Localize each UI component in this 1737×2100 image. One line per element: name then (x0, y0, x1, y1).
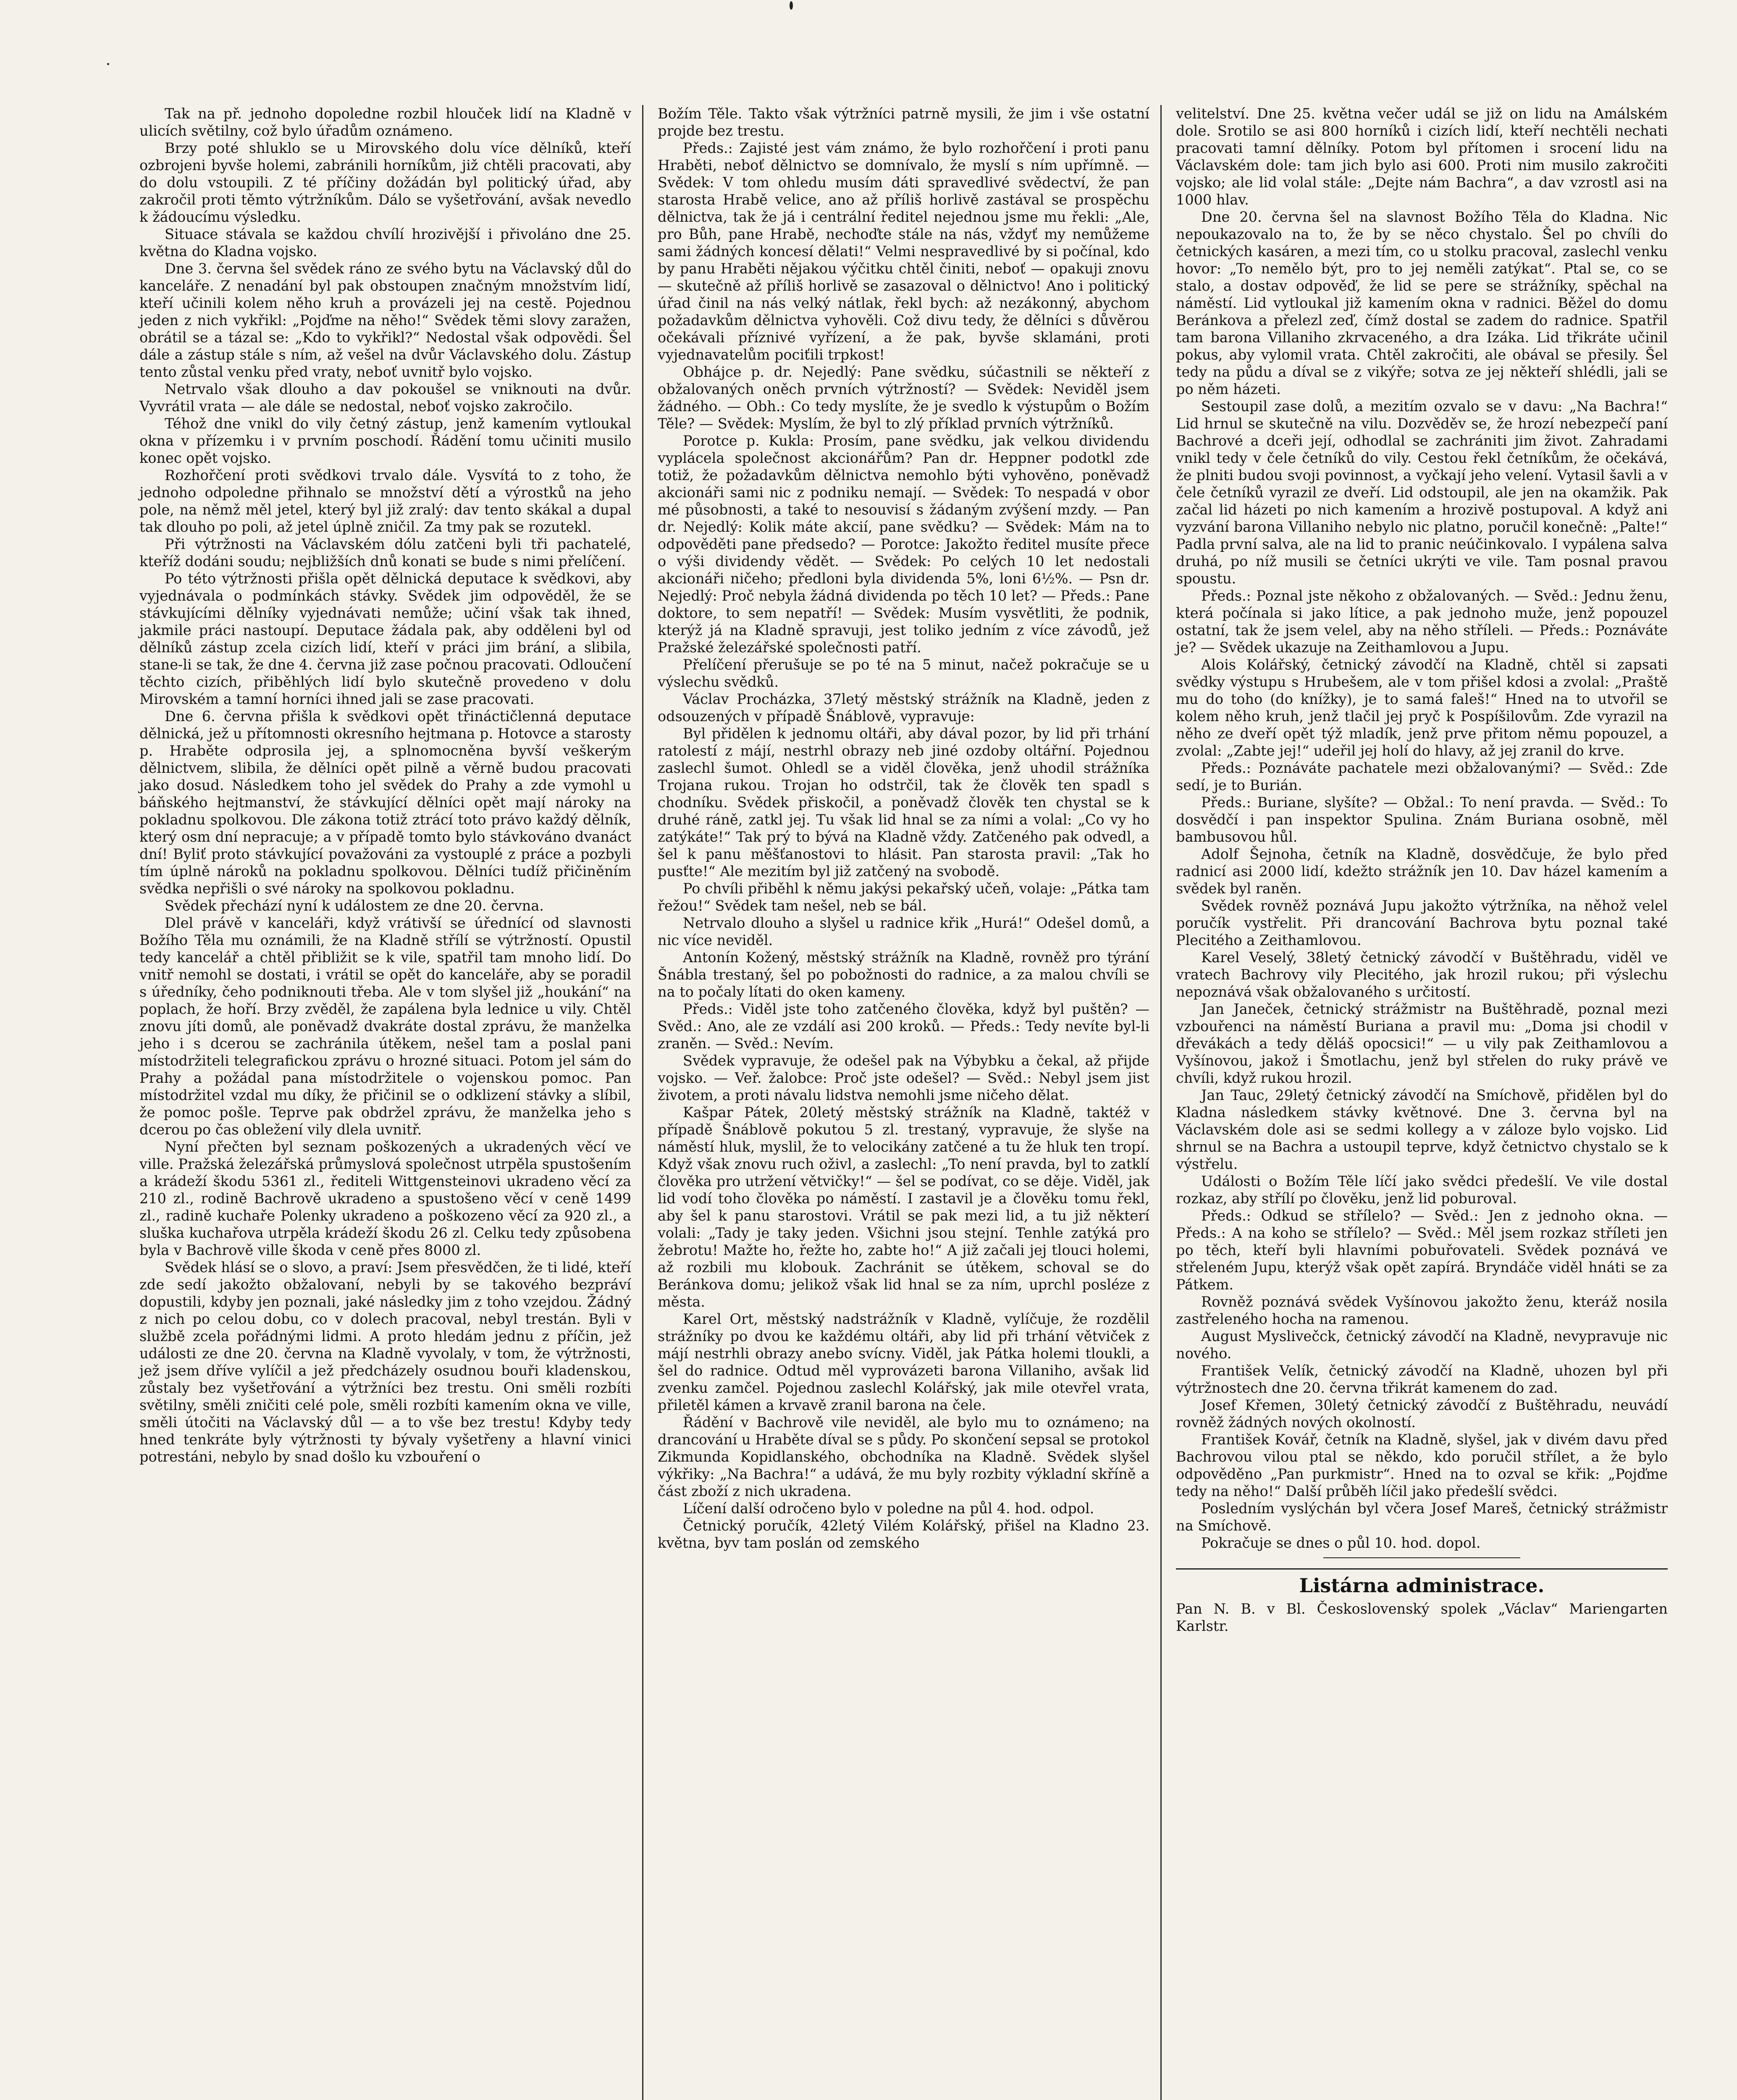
article-paragraph: Svědek přechází nyní k událostem ze dne 20. června. (165, 898, 544, 914)
article-paragraph: Situace stávala se každou chvílí hrozivější i přivoláno dne 25. května do Kladna vojsko. (139, 226, 631, 260)
article-paragraph: Kašpar Pátek, 20letý městský strážník na Kladně, taktéž v případě Šnáblově pokutou 5 zl. trestaný, vypravuje, že slyše na náměstí hluk, myslil, že to velocikány zatčené a tu že hluk ten tropí. Když však znovu ruch oživl, a zaslechl: „To není pravda, byl to zatklí člověka pro utržení větvičky!“ — šel se podívat, co se děje. Viděl, jak lid vodí toho člověka po náměstí. I zastavil je a člověku tomu řekl, aby šel k panu starostovi. Vrátil se pak mezi lid, a tu již některí volali: „Tady je taky jeden. Všichni jsou stejní. Tenhle zatýká pro žebrotu! Mažte ho, řežte ho, zabte ho!“ A již začali jej tlouci holemi, až rozbili mu klobouk. Zachránit se útěkem, schoval se do Beránkova domu; jelikož však lid hnal se za ním, uprchl posléze z města. (658, 1104, 1149, 1310)
article-paragraph: Dne 20. června šel na slavnost Božího Těla do Kladna. Nic nepoukazovalo na to, že by se něco chystalo. Šel po chvíli do četnických kasáren, a mezi tím, co u stolku pracoval, zaslechl venku hovor: „To nemělo být, pro to jej neměli zatýkat“. Ptal se, co se stalo, a dostav odpověď, že lid se pere se strážníky, spěchal na náměstí. Lid vytloukal již kamením okna v radnici. Běžel do domu Beránkova a přelezl zeď, čímž dostal se zadem do radnice. Spatřil tam barona Villaniho zkrvaceného, a dra Izáka. Lid třikráte učinil pokus, aby vylomil vrata. Chtěl zakročiti, ale obával se přesily. Šel tedy na půdu a díval se z vikýře; sotva ze jej někteří shlédli, jali se po něm házeti. (1176, 209, 1668, 397)
article-paragraph: Jan Tauc, 29letý četnický závodčí na Smíchově, přidělen byl do Kladna následkem stávky květnové. Dne 3. června byl na Václavském dole asi se sedmi kollegy a v záloze bylo vojsko. Lid shrnul se na Bachra a ustoupil teprve, když četnictvo chystalo se k výstřelu. (1176, 1087, 1668, 1172)
article-paragraph: Po této výtržnosti přišla opět dělnická deputace k svědkovi, aby vyjednávala o podmínkách stávky. Svědek jim odpověděl, že se stávkujícími dělníky vyjednávati nemůže; učiní však tak ihned, jakmile práci nastoupí. Deputace žádala pak, aby odděleni byl od dělníků zástup zcela cizích lidí, kteří v práci jim brání, a slibila, stane-li se tak, že dne 4. června již zase počnou pracovati. Odloučení těchto cizích, přiběhlých lidí bylo skutečně provedeno v dolu Mirovském a tamní horníci ihned jali se zase pracovati. (139, 570, 631, 707)
article-paragraph: Josef Křemen, 30letý četnický závodčí z Buštěhradu, neuvádí rovněž žádných nových okolností. (1176, 1397, 1668, 1431)
newspaper-page (130, 105, 1680, 2100)
article-paragraph: Líčení další odročeno bylo v poledne na půl 4. hod. odpol. (683, 1500, 1094, 1517)
article-paragraph: Dne 6. června přišla k svědkovi opět třináctičlenná deputace dělnická, jež u přítomnosti okresního hejtmana p. Hotovce a starosty p. Hraběte odprosila jej, a splnomocněna byvší veškerým dělnictvem, slibila, že dělníci opět pilně a věrně budou pracovati jako dosud. Následkem toho jel svědek do Prahy a zde vymohl u báňského hejtmanství, že stávkující dělníci opět mají nároky na pokladnu spolkovou. Dle zákona totiž ztrácí toto právo každý dělník, který osm dní nepracuje; a v případě tomto bylo stávkováno dvanáct dní! Byliť proto stávkující považováni za vystouplé z práce a pozbyli tím úplně nároků na pokladnu spolkovou. Dělníci tudíž přičiněním svědka nepřišli o své nároky na spolkovou pokladnu. (139, 708, 631, 897)
article-paragraph: Sestoupil zase dolů, a mezitím ozvalo se v davu: „Na Bachra!“ Lid hrnul se skutečně na vilu. Dozvěděv se, že hrozí nebezpečí paní Bachrové a dceři její, odhodlal se zachrániti jim život. Zahradami vnikl tedy v čele četníků do vily. Cestou řekl četníkům, že očekává, že plniti budou svoji povinnost, a vyčkají jeho velení. Vytasil šavli a v čele četníků vyrazil ze dveří. Lid odstoupil, ale jen na okamžik. Pak začal lid házeti po nich kamením a hrozivě postupoval. A když ani vyzvání barona Villaniho nebylo nic platno, poručil konečně: „Palte!“ Padla první salva, ale na lid to pranic neúčinkovalo. I vypálena salva druhá, po níž musili se četníci ukrýti ve vile. Tam posnal pravou spoustu. (1176, 398, 1668, 587)
article-paragraph: Tak na př. jednoho dopoledne rozbil hlouček lidí na Kladně v ulicích světilny, což bylo úřadům oznámeno. (139, 105, 631, 139)
article-paragraph: Předs.: Zajisté jest vám známo, že bylo rozhořčení i proti panu Hraběti, neboť dělnictvo se domnívalo, že myslí s ním upřímně. — Svědek: V tom ohledu musím dáti spravedlivé svědectví, že pan starosta Hrabě velice, ano až příliš horlivě zastával se prospěchu dělnictva, tak že já i centrální ředitel nejednou jsme mu řekli: „Ale, pro Bůh, pane Hrabě, nechoďte stále na nás, vždyť my nemůžeme sami žádných koncesí dělati!“ Velmi nespravedlivé by si počínal, kdo by panu Hraběti nějakou výčitku chtěl činiti, neboť — opakuji znovu — skutečně až příliš horlivě se zasazoval o dělnictvo! Ano i politický úřad činil na nás velký nátlak, řekl bych: až nezákonný, abychom požadavkům dělnictva vyhověli. Což divu tedy, že dělníci s důvěrou očekávali příznivé vyřízení, a že pak, byvše sklamáni, proti vyjednavatelům pociťili trpkost! (658, 140, 1149, 363)
article-paragraph: Obhájce p. dr. Nejedlý: Pane svědku, súčastnili se někteří z obžalovaných oněch prvních výtržností? — Svědek: Neviděl jsem žádného. — Obh.: Co tedy myslíte, že je svedlo k výstupům o Božím Těle? — Svědek: Myslím, že byl to zlý příklad prvních výtržníků. (658, 364, 1149, 432)
article-paragraph: Alois Kolářský, četnický závodčí na Kladně, chtěl si zapsati svědky výstupu s Hrubešem, ale v tom přišel kdosi a zvolal: „Praště mu do toho (do knížky), je to samá faleš!“ Hned na to utvořil se kolem něho kruh, jenž tlačil jej pryč k Pospíšilovům. Zde vyrazil na něho ze dveří opět týž mladík, jenž prve přitom němu popouzel, a zvolal: „Zabte jej!“ udeřil jej holí do hlavy, až jej zranil do krve. (1176, 656, 1668, 759)
article-paragraph: Jan Janeček, četnický strážmistr na Buštěhradě, poznal mezi vzbouřenci na náměstí Buriana a pravil mu: „Doma jsi chodil v dřevákách a tedy děláš opocsici!“ — u vily pak Zeithamlovou a Vyšínovou, jakož i Šmotlachu, jenž byl střelen do ruky právě ve chvíli, když rukou hrozil. (1176, 1001, 1668, 1086)
article-paragraph: Rovněž poznává svědek Vyšínovou jakožto ženu, kteráž nosila zastřeleného hocha na ramenou. (1176, 1294, 1668, 1327)
section-heading: Listárna administrace. (1176, 1568, 1668, 1594)
article-paragraph: František Kovář, četník na Kladně, slyšel, jak v divém davu před Bachrovou vilou ptal se někdo, kdo poručil střílet, a že bylo odpověděno „Pan purkmistr“. Hned na to ozval se křik: „Pojďme tedy na něho!“ Další průběh líčil jako předešlí svědci. (1176, 1431, 1668, 1499)
article-paragraph: Předs.: Poznal jste někoho z obžalovaných. — Svěd.: Jednu ženu, která počínala si jako lítice, a pak jednoho muže, jenž popouzel ostatní, tak že jsem velel, aby na něho stříleli. — Předs.: Poznáváte je? — Svědek ukazuje na Zeithamlovou a Jupu. (1176, 588, 1668, 656)
column-rule (642, 105, 647, 2100)
article-paragraph: velitelství. Dne 25. května večer udál se již on lidu na Amálském dole. Srotilo se asi 800 horníků i cizích lidí, kteří nechtěli nechati pracovati tamní dělníky. Potom byl přítomen i srocení lidu na Václavském dole: tam jich bylo asi 600. Proti nim musilo zakročiti vojsko; ale lid volal stále: „Dejte nám Bachra“, a dav vzrostl asi na 1000 hlav. (1176, 105, 1668, 208)
article-paragraph: Rozhořčení proti svědkovi trvalo dále. Vysvítá to z toho, že jednoho odpoledne přihnalo se množství dětí a výrostků na jeho pole, na němž měl jetel, který byl již zralý: dav tento skákal a dupal tak dlouho po poli, až jetel úplně zničil. Za tmy pak se rozutekl. (139, 467, 631, 535)
article-paragraph: Dne 3. června šel svědek ráno ze svého bytu na Václavský důl do kanceláře. Z nenadání byl pak obstoupen značným množstvím lidí, kteří učinili kolem něho kruh a provázeli jej na cestě. Pojednou jeden z nich vykřikl: „Pojďme na něho!“ Svědek těmi slovy zaražen, obrátil se a tázal se: „Kdo to vykřikl?“ Nedostal však odpovědi. Šel dále a zástup stále s ním, až vešel na dvůr Václavského dolu. Zástup tento zůstal venku před vraty, neboť uvnitř bylo vojsko. (139, 260, 631, 380)
article-paragraph: Václav Procházka, 37letý městský strážník na Kladně, jeden z odsouzených v případě Šnáblově, vypravuje: (658, 691, 1149, 724)
article-paragraph: Předs.: Poznáváte pachatele mezi obžalovanými? — Svěd.: Zde sedí, je to Burián. (1176, 760, 1668, 793)
article-paragraph: Karel Ort, městský nadstrážník v Kladně, vylíčuje, že rozdělil strážníky po dvou ke každému oltáři, aby lid při trhání větviček z májí nestrhli obrazy anebo svícny. Viděl, jak Pátka holemi tloukli, a šel do radnice. Odtud měl vyprovázeti barona Villaniho, avšak lid zvenku zamčel. Pojednou zaslechl Kolářský, jak mile otevřel vrata, přiletěl kámen a krvavě zranil barona na čele. (658, 1311, 1149, 1413)
article-paragraph: Předs.: Buriane, slyšíte? — Obžal.: To není pravda. — Svěd.: To dosvědčí i pan inspektor Spulina. Znám Buriana osobně, měl bambusovou hůl. (1176, 794, 1668, 845)
article-paragraph: Četnický poručík, 42letý Vilém Kolářský, přišel na Kladno 23. května, byv tam poslán od zemského (658, 1517, 1149, 1551)
article-paragraph: Božím Těle. Takto však výtržníci patrně mysili, že jim i vše ostatní projde bez trestu. (658, 105, 1149, 139)
article-paragraph: Přelíčení přerušuje se po té na 5 minut, načež pokračuje se u výslechu svědků. (658, 656, 1149, 690)
article-paragraph: Byl přidělen k jednomu oltáři, aby dával pozor, by lid při trhání ratolestí z májí, nestrhl obrazy neb jiné ozdoby oltářní. Pojednou zaslechl šumot. Ohledl se a viděl člověka, jenž uhodil strážníka Trojana rukou. Trojan ho odstrčil, tak že člověk ten spadl s chodníku. Svědek přiskočil, a poněvadž člověk ten chystal se k druhé ráně, zatkl jej. Tu však lid hnal se za ními a volal: „Co vy ho zatýkáte!“ Tak prý to bývá na Kladně vždy. Zatčeného pak odvedl, a šel k panu měšťanostovi to hlásit. Pan starosta pravil: „Tak ho pusťte!“ Ale mezitím byl již zatčený na svobodě. (658, 725, 1149, 879)
article-paragraph: Téhož dne vnikl do vily četný zástup, jenž kamením vytloukal okna v přízemku i v prvním poschodí. Řádění tomu učiniti musilo konec opět vojsko. (139, 415, 631, 466)
article-paragraph: Předs.: Viděl jste toho zatčeného člověka, když byl puštěn? — Svěd.: Ano, ale ze vzdálí asi 200 kroků. — Předs.: Tedy nevíte byl-li zraněn. — Svěd.: Nevím. (658, 1001, 1149, 1052)
article-paragraph: Svědek hlásí se o slovo, a praví: Jsem přesvědčen, že ti lidé, kteří zde sedí jakožto obžalovaní, nebyli by se takového bezpráví dopustili, kdyby jen poznali, jaké následky jim z toho vzejdou. Žádný z nich po celou dobu, co v dolech pracoval, nebyl trestán. Byli v službě zcela pořádnými lidmi. A proto hledám jednu z příčin, jež události ze dne 20. června na Kladně vyvolaly, v tom, že výtržnosti, jež jsem dříve vylíčil a jež předcházely osudnou bouři kladenskou, zůstaly bez vyšetřování a výtržníci bez trestu. Oni směli rozbíti světilny, směli zničiti celé pole, směli rozbíti kamením okna ve ville, směli útočiti na Václavský důl — a to vše bez trestu! Kdyby tedy hned tenkráte byly výtržnosti ty bývaly vyšetřeny a hlavní vinici potrestáni, nebylo by snad došlo ku vzbouření o (139, 1259, 631, 1465)
article-paragraph: Posledním vyslýchán byl včera Josef Mareš, četnický strážmistr na Smíchově. (1176, 1500, 1668, 1534)
article-paragraph: Předs.: Odkud se střílelo? — Svěd.: Jen z jednoho okna. — Předs.: A na koho se střílelo? — Svěd.: Měl jsem rozkaz stříleti jen po těch, kteří byli hlavními pobuřovateli. Svědek poznává ve střeleném Jupu, kterýž však opět zapírá. Bryndáče viděl hnáti se za Pátkem. (1176, 1208, 1668, 1293)
article-paragraph: Porotce p. Kukla: Prosím, pane svědku, jak velkou dividendu vyplácela společnost akcionářům? Pan dr. Heppner podotkl zde totiž, že požadavkům dělnictva nemohlo býti vyhověno, poněvadž akcionáři sami nic z podniku nemají. — Svědek: To nespadá v obor mé působnosti, a také to nesouvisí s žádaným zvýšení mzdy. — Pan dr. Nejedlý: Kolik máte akcií, pane svědku? — Svědek: Mám na to odpověděti pane předsedo? — Porotce: Jakožto ředitel musíte přece o výši dividendy vědět. — Svědek: Po celých 10 let nedostali akcionáři ničeho; předloni byla dividenda 5%, loni 6½%. — Psn dr. Nejedlý: Proč nebyla žádná dividenda po těch 10 let? — Předs.: Pane doktore, to sem nepatří! — Svědek: Musím vysvětliti, že podnik, kterýž já na Kladně spravuji, jest toliko jedním z více závodů, jež Pražské železářské společnosti patří. (658, 433, 1149, 656)
article-paragraph: Po chvíli přiběhl k němu jakýsi pekařský učeň, volaje: „Pátka tam řežou!“ Svědek tam nešel, neb se bál. (658, 880, 1149, 914)
article-paragraph: Svědek rovněž poznává Jupu jakožto výtržníka, na něhož velel poručík vystřelit. Při drancování Bachrova bytu poznal také Plecitého a Zeithamlovou. (1176, 898, 1668, 948)
article-paragraph: Pokračuje se dnes o půl 10. hod. dopol. (1201, 1535, 1481, 1551)
article-paragraph: Adolf Šejnoha, četník na Kladně, dosvědčuje, že bylo před radnicí asi 2000 lidí, kdežto strážník jen 10. Dav házel kamením a svědek byl raněn. (1176, 846, 1668, 897)
article-paragraph: Netrvalo dlouho a slyšel u radnice křik „Hurá!“ Odešel domů, a nic více neviděl. (658, 915, 1149, 948)
article-paragraph: Dlel právě v kanceláři, když vrátivší se úřednící od slavnosti Božího Těla mu oznámili, že na Kladně střílí se výtržností. Opustil tedy kancelář a chtěl přibližit se k vile, spatřil tam mnoho lidí. Do vnitř nemohl se dostati, i vrátil se opět do kanceláře, aby se poradil s úředníky, čeho podniknouti třeba. Ale v tom slyšel již „houkání“ na poplach, že hoří. Brzy zvěděl, že zapálena byla lednice u vily. Chtěl znovu jíti domů, ale poněvadž dvakráte dostal zprávu, že manželka jeho i s dcerou se zachránila útěkem, nešel tam a poslal pani místodržiteli telegrafickou zprávu o hrozné situaci. Potom jel sám do Prahy a požádal pana místodržitele o vojenskou pomoc. Pan místodržitel vzdal mu díky, že přičinil se o odklizení stávky a slíbil, že pomoc pošle. Teprve pak obdržel zprávu, že manželka jeho s dcerou po čas obležení vily dlela uvnitř. (139, 915, 631, 1138)
column-1 (130, 105, 640, 2100)
article-paragraph: Antonín Kožený, městský strážník na Kladně, rovněž pro týrání Šnábla trestaný, šel po pobožnosti do radnice, a za malou chvíli se na to počaly lítati do oken kameny. (658, 949, 1149, 1000)
article-paragraph: Netrvalo však dlouho a dav pokoušel se vniknouti na dvůr. Vyvrátil vrata — ale dále se nedostal, neboť vojsko zakročilo. (139, 381, 631, 415)
column-2 (648, 105, 1159, 2100)
article-paragraph: Události o Božím Těle líčí jako svědci předešlí. Ve vile dostal rozkaz, aby střílí po člověku, jenž lid poburoval. (1176, 1173, 1668, 1207)
article-paragraph: František Velík, četnický závodčí na Kladně, uhozen byl při výtržnostech dne 20. června třikrát kamenem do zad. (1176, 1362, 1668, 1396)
article-paragraph: Při výtržnosti na Václavském dólu zatčeni byli tři pachatelé, kteříž dodáni soudu; nejbližších dnů konati se bude s nimi přelíčení. (139, 536, 631, 570)
administration-notice: Pan N. B. v Bl. Československý spolek „Václav“ Mariengarten Karlstr. (1176, 1601, 1668, 1634)
article-paragraph: Brzy poté shluklo se u Mirovského dolu více dělníků, kteří ozbrojeni byvše holemi, zabránili horníkům, již chtěli pracovati, aby do dolu vstoupili. Z té příčiny dožádán byl politický úřad, aby zakročil proti těmto výtržníkům. Dálo se vyšetřování, avšak nevedlo k žádoucímu výsledku. (139, 140, 631, 225)
article-paragraph: Svědek vypravuje, že odešel pak na Výbybku a čekal, až přijde vojsko. — Veř. žalobce: Proč jste odešel? — Svěd.: Nebyl jsem jist životem, a proti návalu lidstva nemohli jsme ničeho dělat. (658, 1053, 1149, 1103)
column-rule (1160, 105, 1165, 2100)
print-speck (790, 1, 793, 10)
article-paragraph: Karel Veselý, 38letý četnický závodčí v Buštěhradu, viděl ve vratech Bachrovy vily Plecitého, jak hrozil rukou; při výslechu nepoznává však obžalovaného s určitostí. (1176, 949, 1668, 1000)
print-speck (107, 63, 109, 65)
section-divider (1323, 1557, 1520, 1558)
article-paragraph: August Myslivečck, četnický závodčí na Kladně, nevypravuje nic nového. (1176, 1328, 1668, 1362)
article-paragraph: Řádění v Bachrově vile neviděl, ale bylo mu to oznámeno; na drancování u Hraběte díval se s půdy. Po skončení sepsal se protokol Zikmunda Kopidlanského, obchodníka na Kladně. Svědek slyšel výkřiky: „Na Bachra!“ a udává, že mu byly rozbity výkladní skříně a část zboží z nich ukradena. (658, 1414, 1149, 1499)
column-3 (1167, 105, 1677, 2100)
article-paragraph: Nyní přečten byl seznam poškozených a ukradených věcí ve ville. Pražská železářská průmyslová společnost utrpěla spustošením a krádeží škodu 5361 zl., řediteli Wittgensteinovi ukradeno věcí za 210 zl., rodině Bachrově ukradeno a spustošeno věcí v ceně 1499 zl., radině kuchaře Polenky ukradeno a poškozeno věcí za 920 zl., a sluška kuchařova utrpěla krádeží škodu 26 zl. Celku tedy způsobena byla v Bachrově ville škoda v ceně přes 8000 zl. (139, 1139, 631, 1258)
